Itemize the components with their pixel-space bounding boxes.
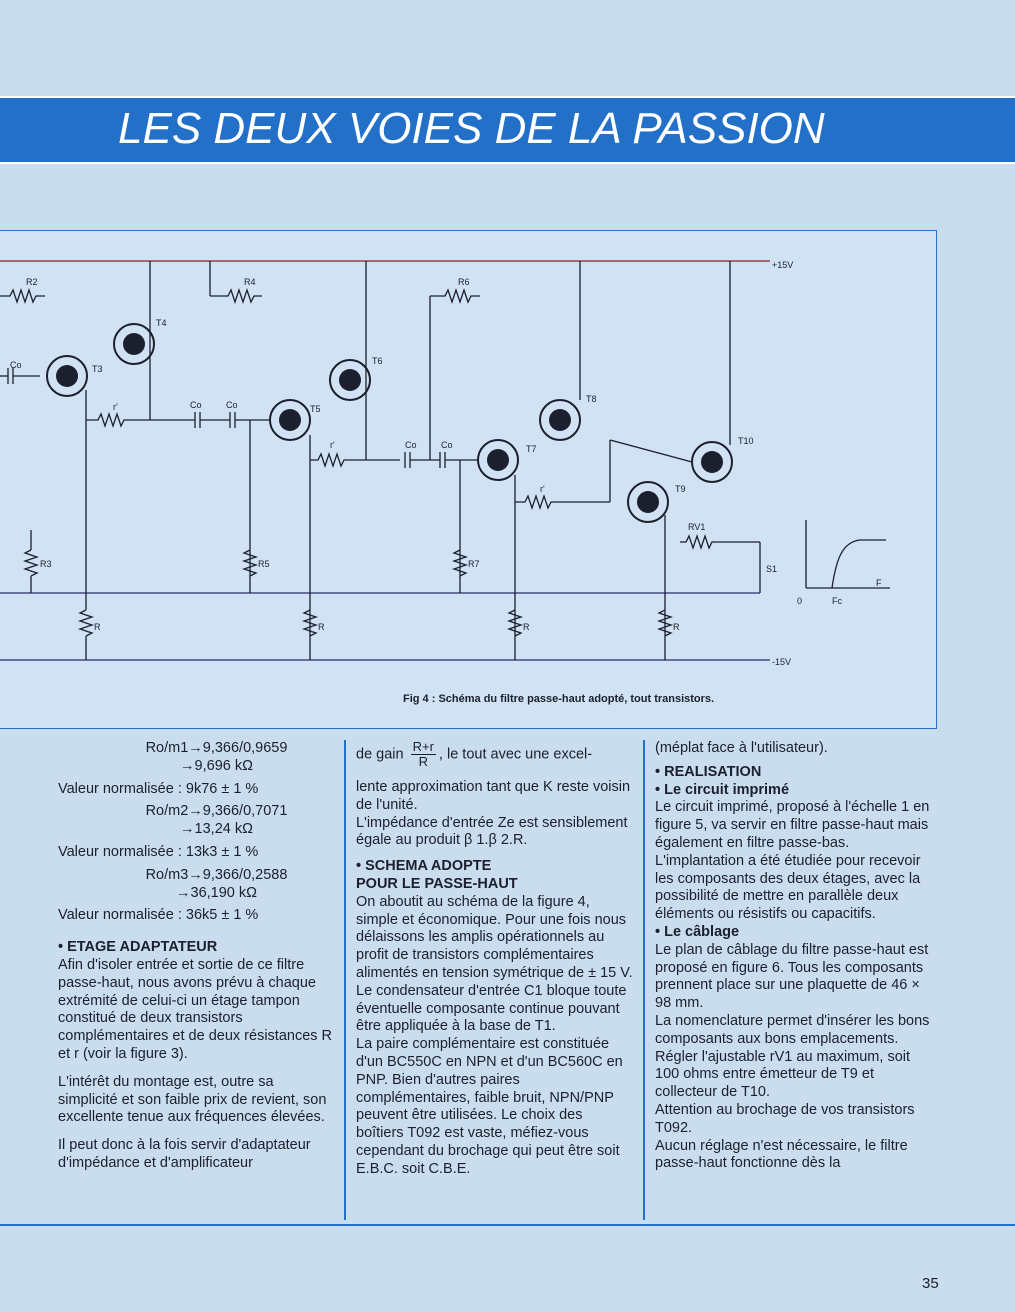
label-Co-3: Co xyxy=(226,400,238,410)
label-T3: T3 xyxy=(92,364,103,374)
formula-3a: Ro/m3→9,366/0,2588 xyxy=(145,866,288,883)
label-Fc: Fc xyxy=(832,596,842,606)
circuit-schematic xyxy=(0,230,936,700)
label-R6: R6 xyxy=(458,277,470,287)
paragraph-2: L'intérêt du montage est, outre sa simplicité et son faible prix de revient, son excellente tenue aux fréquences élevées. xyxy=(58,1073,327,1126)
paragraph-4: lente approximation tant que K reste voisin de l'unité. xyxy=(356,779,631,813)
label-R-2: R xyxy=(318,622,325,632)
paragraph-5: L'impédance d'entrée Ze est sensiblement égale au produit β 1.β 2.R. xyxy=(356,814,628,849)
label-T6: T6 xyxy=(372,356,383,366)
label-Co-1: Co xyxy=(10,360,22,370)
bottom-rule xyxy=(0,1224,1015,1226)
page-number: 35 xyxy=(922,1275,939,1292)
label-T8: T8 xyxy=(586,394,597,404)
heading-pour-le-passe-haut: POUR LE PASSE-HAUT xyxy=(356,875,518,892)
label-S1: S1 xyxy=(766,564,778,574)
label-zero: 0 xyxy=(797,596,803,606)
paragraph-3: Il peut donc à la fois servir d'adaptateur d'impédance et d'amplificateur xyxy=(58,1137,311,1171)
label-F: F xyxy=(876,578,882,588)
label-T9: T9 xyxy=(675,484,686,494)
gain-line xyxy=(356,740,634,769)
label-plus15: +15V xyxy=(772,260,794,270)
page-title: LES DEUX VOIES DE LA PASSION xyxy=(118,104,825,153)
value-3: Valeur normalisée : 36k5 ± 1 % xyxy=(58,907,259,924)
subheading-cablage: • Le câblage xyxy=(655,923,740,940)
formula-1a: Ro/m1→9,366/0,9659 xyxy=(145,740,288,756)
fraction-numerator: R+r xyxy=(412,739,434,754)
label-R5: R5 xyxy=(258,559,270,569)
value-2: Valeur normalisée : 13k3 ± 1 % xyxy=(58,843,259,860)
label-R-1: R xyxy=(94,622,101,632)
heading-schema-adopte: • SCHEMA ADOPTE xyxy=(356,858,492,875)
label-RV1: RV1 xyxy=(688,522,706,532)
label-Co-2: Co xyxy=(190,400,202,410)
column-2 xyxy=(356,740,634,1179)
column-divider-1 xyxy=(344,740,346,1220)
heading-etage-adaptateur: • ETAGE ADAPTATEUR xyxy=(58,939,218,956)
paragraph-9: (méplat face à l'utilisateur). xyxy=(655,740,828,756)
label-R3: R3 xyxy=(40,559,52,569)
label-Co-5: Co xyxy=(441,440,453,450)
subheading-circuit-imprime: • Le circuit imprimé xyxy=(655,781,790,798)
label-minus15: -15V xyxy=(772,657,792,667)
formula-3b: →36,190 kΩ xyxy=(176,884,257,901)
paragraph-11: Le plan de câblage du filtre passe-haut est proposé en figure 6. Tous les composants prennent place sur une plaquette de 46 × 98 mm. xyxy=(655,941,929,1012)
label-Co-4: Co xyxy=(405,440,417,450)
paragraph-10: Le circuit imprimé, proposé à l'échelle 1 en figure 5, va servir en filtre passe-haut mais également en filtre passe-bas. L'implantation a été étudiée pour recevoir les composants des deux étages, avec la possibilité de mettre en parallèle deux éléments ou résistifs ou capacitifs. xyxy=(655,799,930,923)
label-R2: R2 xyxy=(26,277,38,287)
paragraph-14: Attention au brochage de vos transistors T092. xyxy=(655,1101,915,1136)
label-rprime-2: r' xyxy=(330,440,335,450)
label-T10: T10 xyxy=(738,436,754,446)
label-T5: T5 xyxy=(310,404,321,414)
label-rprime-1: r' xyxy=(113,402,118,412)
figure-caption: Fig 4 : Schéma du filtre passe-haut adopté, tout transistors. xyxy=(403,693,715,705)
formula-2a: Ro/m2→9,366/0,7071 xyxy=(145,803,288,820)
gain-post: , le tout avec une excel- xyxy=(438,746,593,763)
value-1: Valeur normalisée : 9k76 ± 1 % xyxy=(58,780,259,797)
formula-1b: →9,696 kΩ xyxy=(180,757,253,774)
formula-2b: →13,24 kΩ xyxy=(180,821,253,838)
paragraph-15: Aucun réglage n'est nécessaire, le filtre passe-haut fonctionne dès la xyxy=(655,1137,908,1172)
paragraph-6: On aboutit au schéma de la figure 4, simple et économique. Pour une fois nous délaissons les amplis opérationnels au profit de transistors complémentaires alimentés en tension symétrique de ± 15 V. xyxy=(356,893,633,981)
label-T7: T7 xyxy=(526,444,537,454)
heading-realisation: • REALISATION xyxy=(655,763,762,780)
label-R7: R7 xyxy=(468,559,480,569)
column-1 xyxy=(58,740,335,1173)
label-R4: R4 xyxy=(244,277,256,287)
label-R-4: R xyxy=(673,622,680,632)
column-divider-2 xyxy=(643,740,645,1220)
label-T4: T4 xyxy=(156,318,167,328)
paragraph-1: Afin d'isoler entrée et sortie de ce filtre passe-haut, nous avons prévu à chaque extrémité de celui-ci un étage tampon constitué de deux transistors complémentaires et de deux résistances R et r (voir la figure 3). xyxy=(58,956,333,1062)
fraction-denominator: R xyxy=(418,754,428,769)
paragraph-7: Le condensateur d'entrée C1 bloque toute éventuelle composante continue pouvant être appliquée à la base de T1. xyxy=(356,982,627,1035)
gain-pre: de gain xyxy=(356,746,404,763)
column-3 xyxy=(655,740,933,1173)
paragraph-12: La nomenclature permet d'insérer les bons composants aux bons emplacements. xyxy=(655,1012,930,1047)
label-rprime-3: r' xyxy=(540,484,545,494)
paragraph-8: La paire complémentaire est constituée d'un BC550C en NPN et d'un BC560C en PNP. Bien d'autres paires complémentaires, faible bruit, NPN/PNP peuvent être utilisées. Le choix des boîtiers T092 est vaste, méfiez-vous cependant du brochage qui peut être soit E.B.C. soit C.B.E. xyxy=(356,1036,623,1177)
gain-fraction xyxy=(411,740,436,769)
paragraph-13: Régler l'ajustable rV1 au maximum, soit 100 ohms entre émetteur de T9 et collecteur de T10. xyxy=(655,1048,911,1101)
label-R-3: R xyxy=(523,622,530,632)
